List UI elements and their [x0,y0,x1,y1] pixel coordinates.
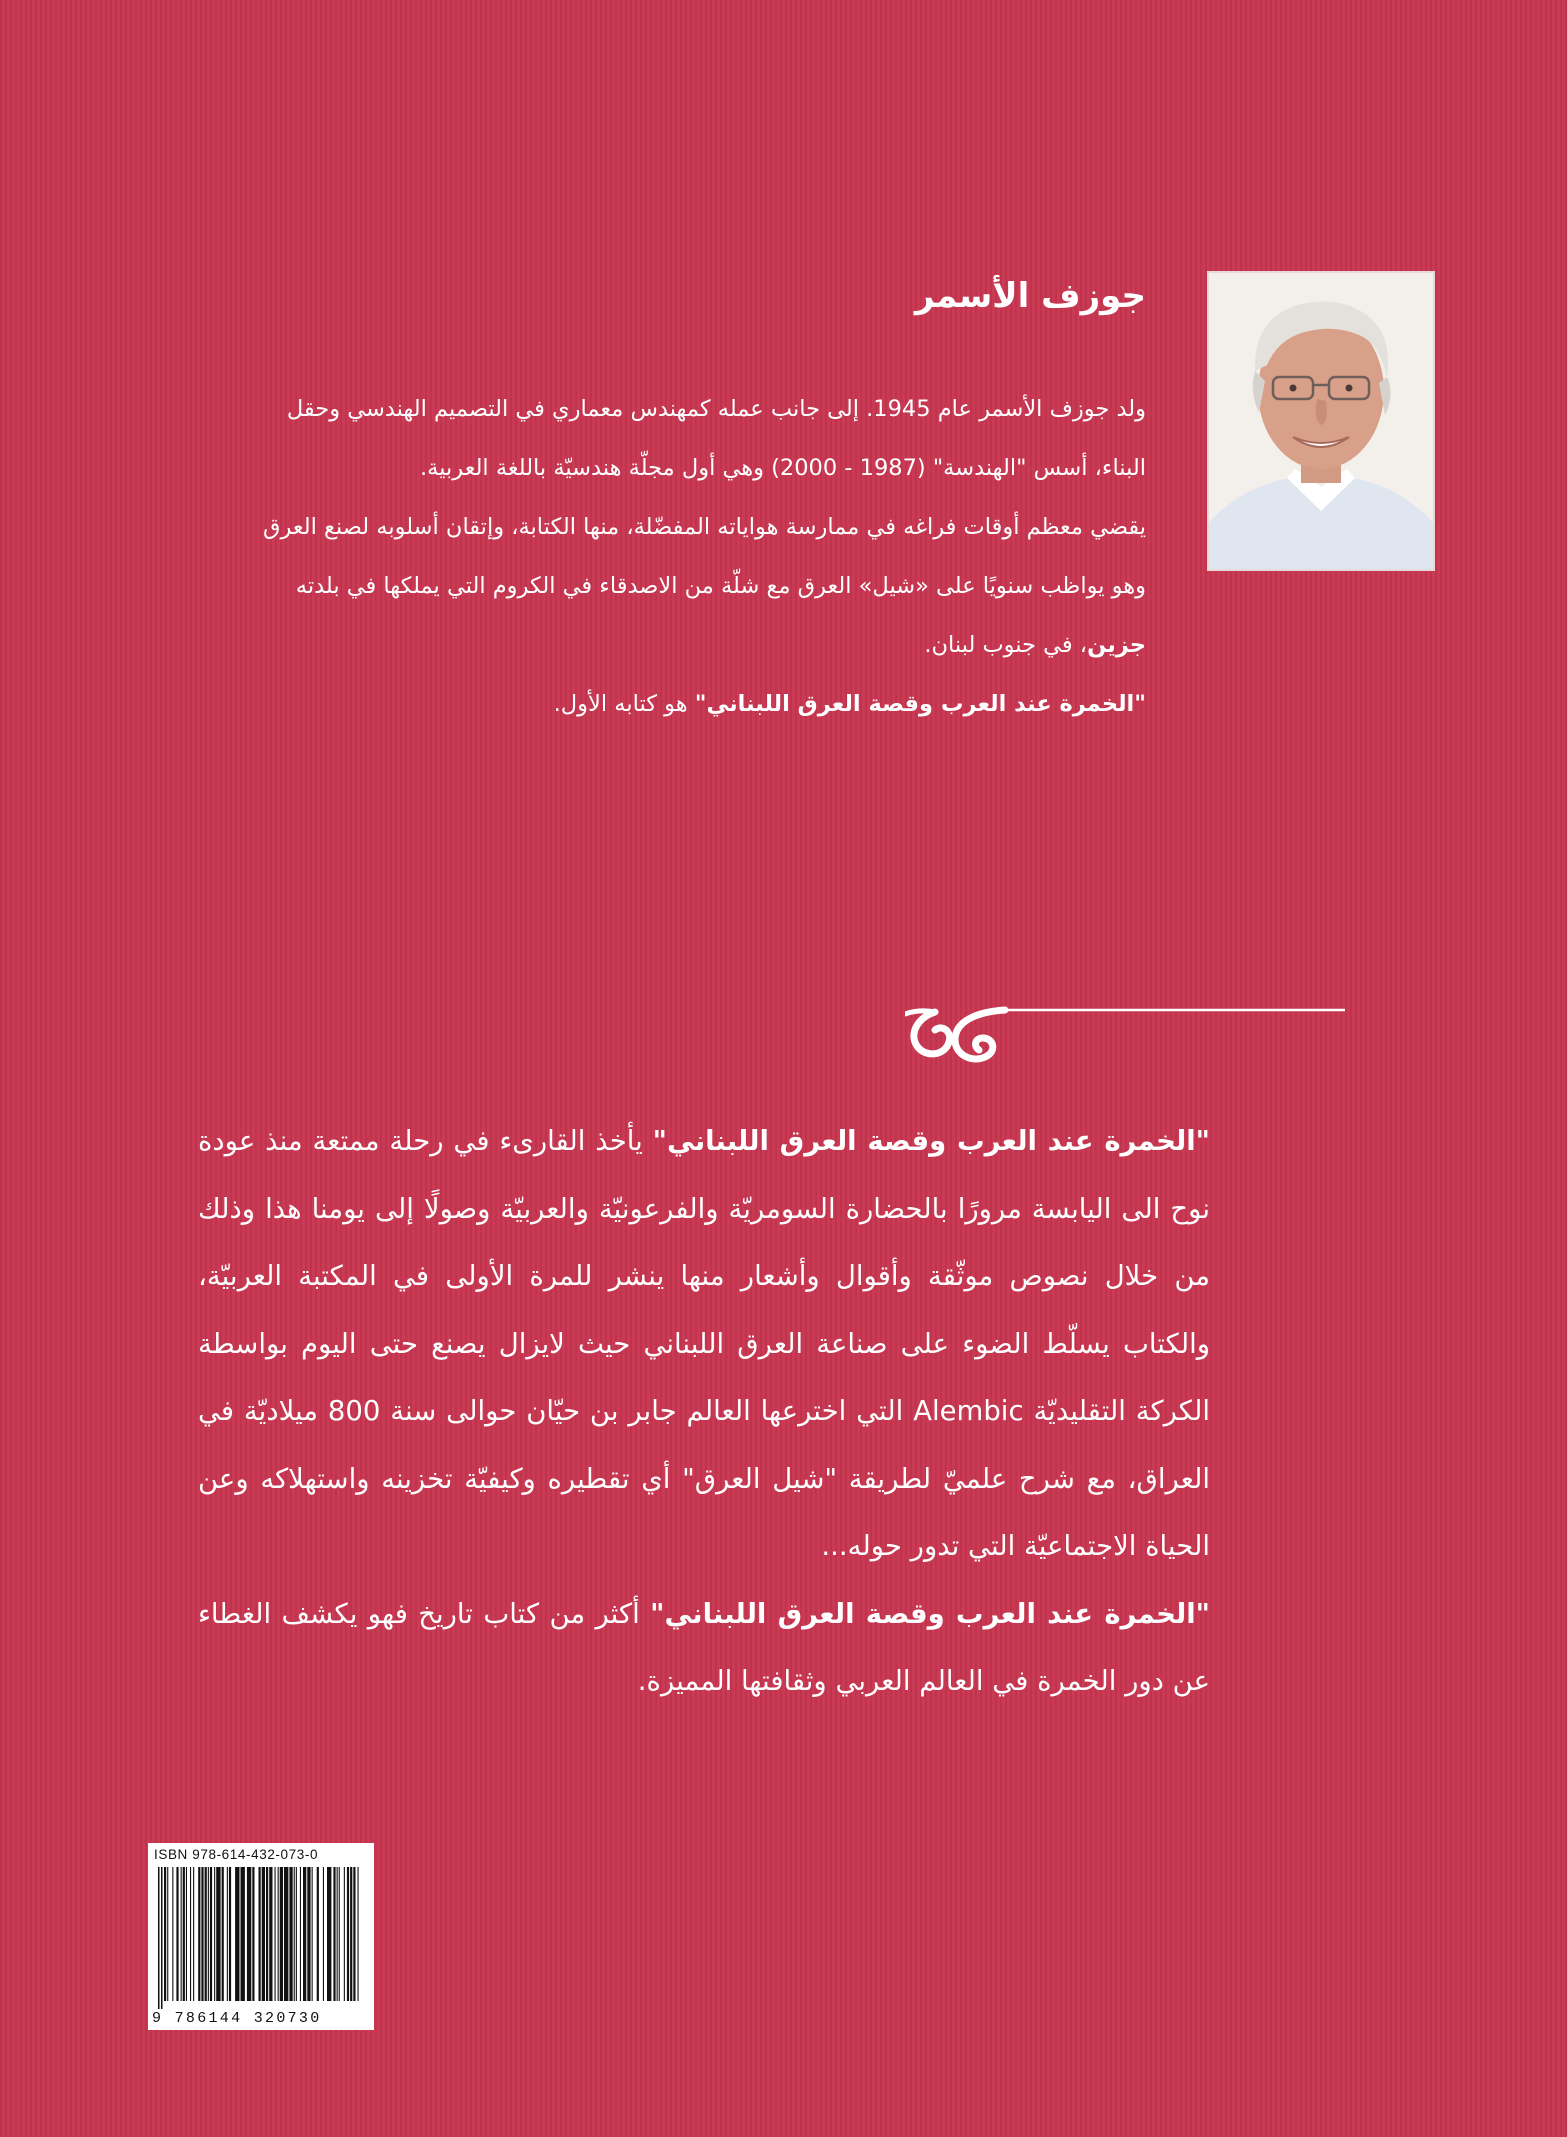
barcode-bar [358,1867,359,2001]
barcode-bar [289,1867,292,2001]
hometown-name: جزين [1087,632,1146,658]
barcode-bar [208,1867,209,2001]
barcode-bar [280,1867,283,2001]
barcode-bar [337,1867,338,2001]
barcode-bar [164,1867,166,2001]
description-paragraph [198,1581,1210,1716]
book-title: "الخمرة عند العرب وقصة العرق اللبناني" [652,1125,1210,1157]
bio-line: يقضي معظم أوقات فراغه في ممارسة هواياته المفضّلة، منها الكتابة، وإتقان أسلوبه لصنع العرق [263,514,1146,540]
barcode-bar [294,1867,295,2001]
isbn-digits: 9 786144 320730 [152,2010,322,2027]
barcode-bar [275,1867,276,2001]
barcode-bar [190,1867,191,2001]
barcode-bar [307,1867,310,2001]
barcode-bar [312,1867,313,2001]
barcode-bar [278,1867,279,2001]
barcode-bar [262,1867,265,2001]
barcode-bar [227,1867,228,2001]
barcode-bar [269,1867,272,2001]
bio-line-rest: ، في جنوب لبنان. [924,632,1088,658]
book-title: "الخمرة عند العرب وقصة العرق اللبناني" [650,1597,1210,1630]
bio-line-rest: هو كتابه الأول. [553,691,695,717]
bio-line [186,618,1146,673]
barcode-bar [181,1867,182,2001]
barcode-bar [252,1867,254,2001]
barcode-bar [205,1867,207,2001]
author-portrait-icon [1209,273,1433,569]
author-bio [186,382,1146,732]
barcode-bar [176,1867,178,2001]
barcode-bar [161,1867,163,2009]
barcode-bar [259,1867,261,2001]
description-paragraph [198,1108,1210,1581]
barcode-bar [347,1867,349,2001]
author-photo [1207,271,1435,571]
barcode-bar [198,1867,200,2001]
book-title: "الخمرة عند العرب وقصة العرق اللبناني" [694,691,1146,717]
isbn-label: ISBN 978-614-432-073-0 [154,1847,319,1862]
barcode-bar [327,1867,331,2001]
barcode-bar [344,1867,345,2001]
barcode-bar [235,1867,239,2001]
barcode-bar [333,1867,335,2001]
barcode-bar [350,1867,352,2001]
barcode-icon [156,1867,366,2009]
barcode-bar [167,1867,168,2001]
description-text: يأخذ القارىء في رحلة ممتعة منذ عودة نوح الى اليابسة مرورًا بالحضارة السومريّة والفرعونيّة والعربيّة وصولًا إلى يومنا هذا وذلك من خلال نصوص موثّقة وأقوال وأشعار منها ينشر للمرة الأولى في المكتبة العربيّة، والكتاب يسلّط الضوء على صناعة العرق اللبناني حيث لايزال يصنع حتى اليوم بواسطة الكركة التقليديّة Alembic التي اخترعها العالم جابر بن حيّان حوالى سنة 800 ميلاديّة في العراق، مع شرح علميّ لطريقة "شيل العرق" أي تقطيره وكيفيّة تخزينه واستهلاكه وعن الحياة الاجتماعيّة التي تدور حوله... [198,1125,1210,1562]
barcode-bar [266,1867,268,2001]
barcode-bar [201,1867,203,2001]
barcode-bar [303,1867,306,2001]
barcode-bar [193,1867,194,2001]
barcode-bar [186,1867,187,2001]
bio-line: ولد جوزف الأسمر عام 1945. إلى جانب عمله كمهندس معماري في التصميم الهندسي وحقل [286,396,1146,422]
barcode-bar [284,1867,288,2001]
barcode-bar [300,1867,301,2001]
ornamental-divider-icon [905,1000,1345,1070]
bio-line: وهو يواظب سنويًا على «شيل» العرق مع شلّة من الاصدقاء في الكروم التي يملكها في بلدته [295,573,1146,599]
barcode-bar [317,1867,319,2001]
book-description [198,1108,1210,1716]
isbn-barcode [148,1843,374,2030]
description-text: أكثر من كتاب تاريخ فهو يكشف الغطاء عن دور الخمرة في العالم العربي وثقافتها المميزة. [198,1597,1210,1697]
barcode-bar [323,1867,324,2001]
barcode-bar [222,1867,224,2001]
barcode-bar [247,1867,251,2001]
barcode-bar [216,1867,220,2001]
barcode-bar [339,1867,340,2001]
bio-line [186,677,1146,732]
barcode-bar [183,1867,185,2001]
barcode-bar [241,1867,245,2001]
barcode-bar [158,1867,160,2009]
barcode-bar [172,1867,173,2001]
bio-line: البناء، أسس "الهندسة" (1987 - 2000) وهي أول مجلّة هندسيّة باللغة العربية. [420,455,1146,481]
author-name: جوزف الأسمر [914,276,1146,316]
barcode-bar [210,1867,212,2001]
barcode-bar [229,1867,231,2001]
barcode-bar [353,1867,355,2001]
barcode-bar [296,1867,297,2001]
barcode-bar [214,1867,215,2001]
